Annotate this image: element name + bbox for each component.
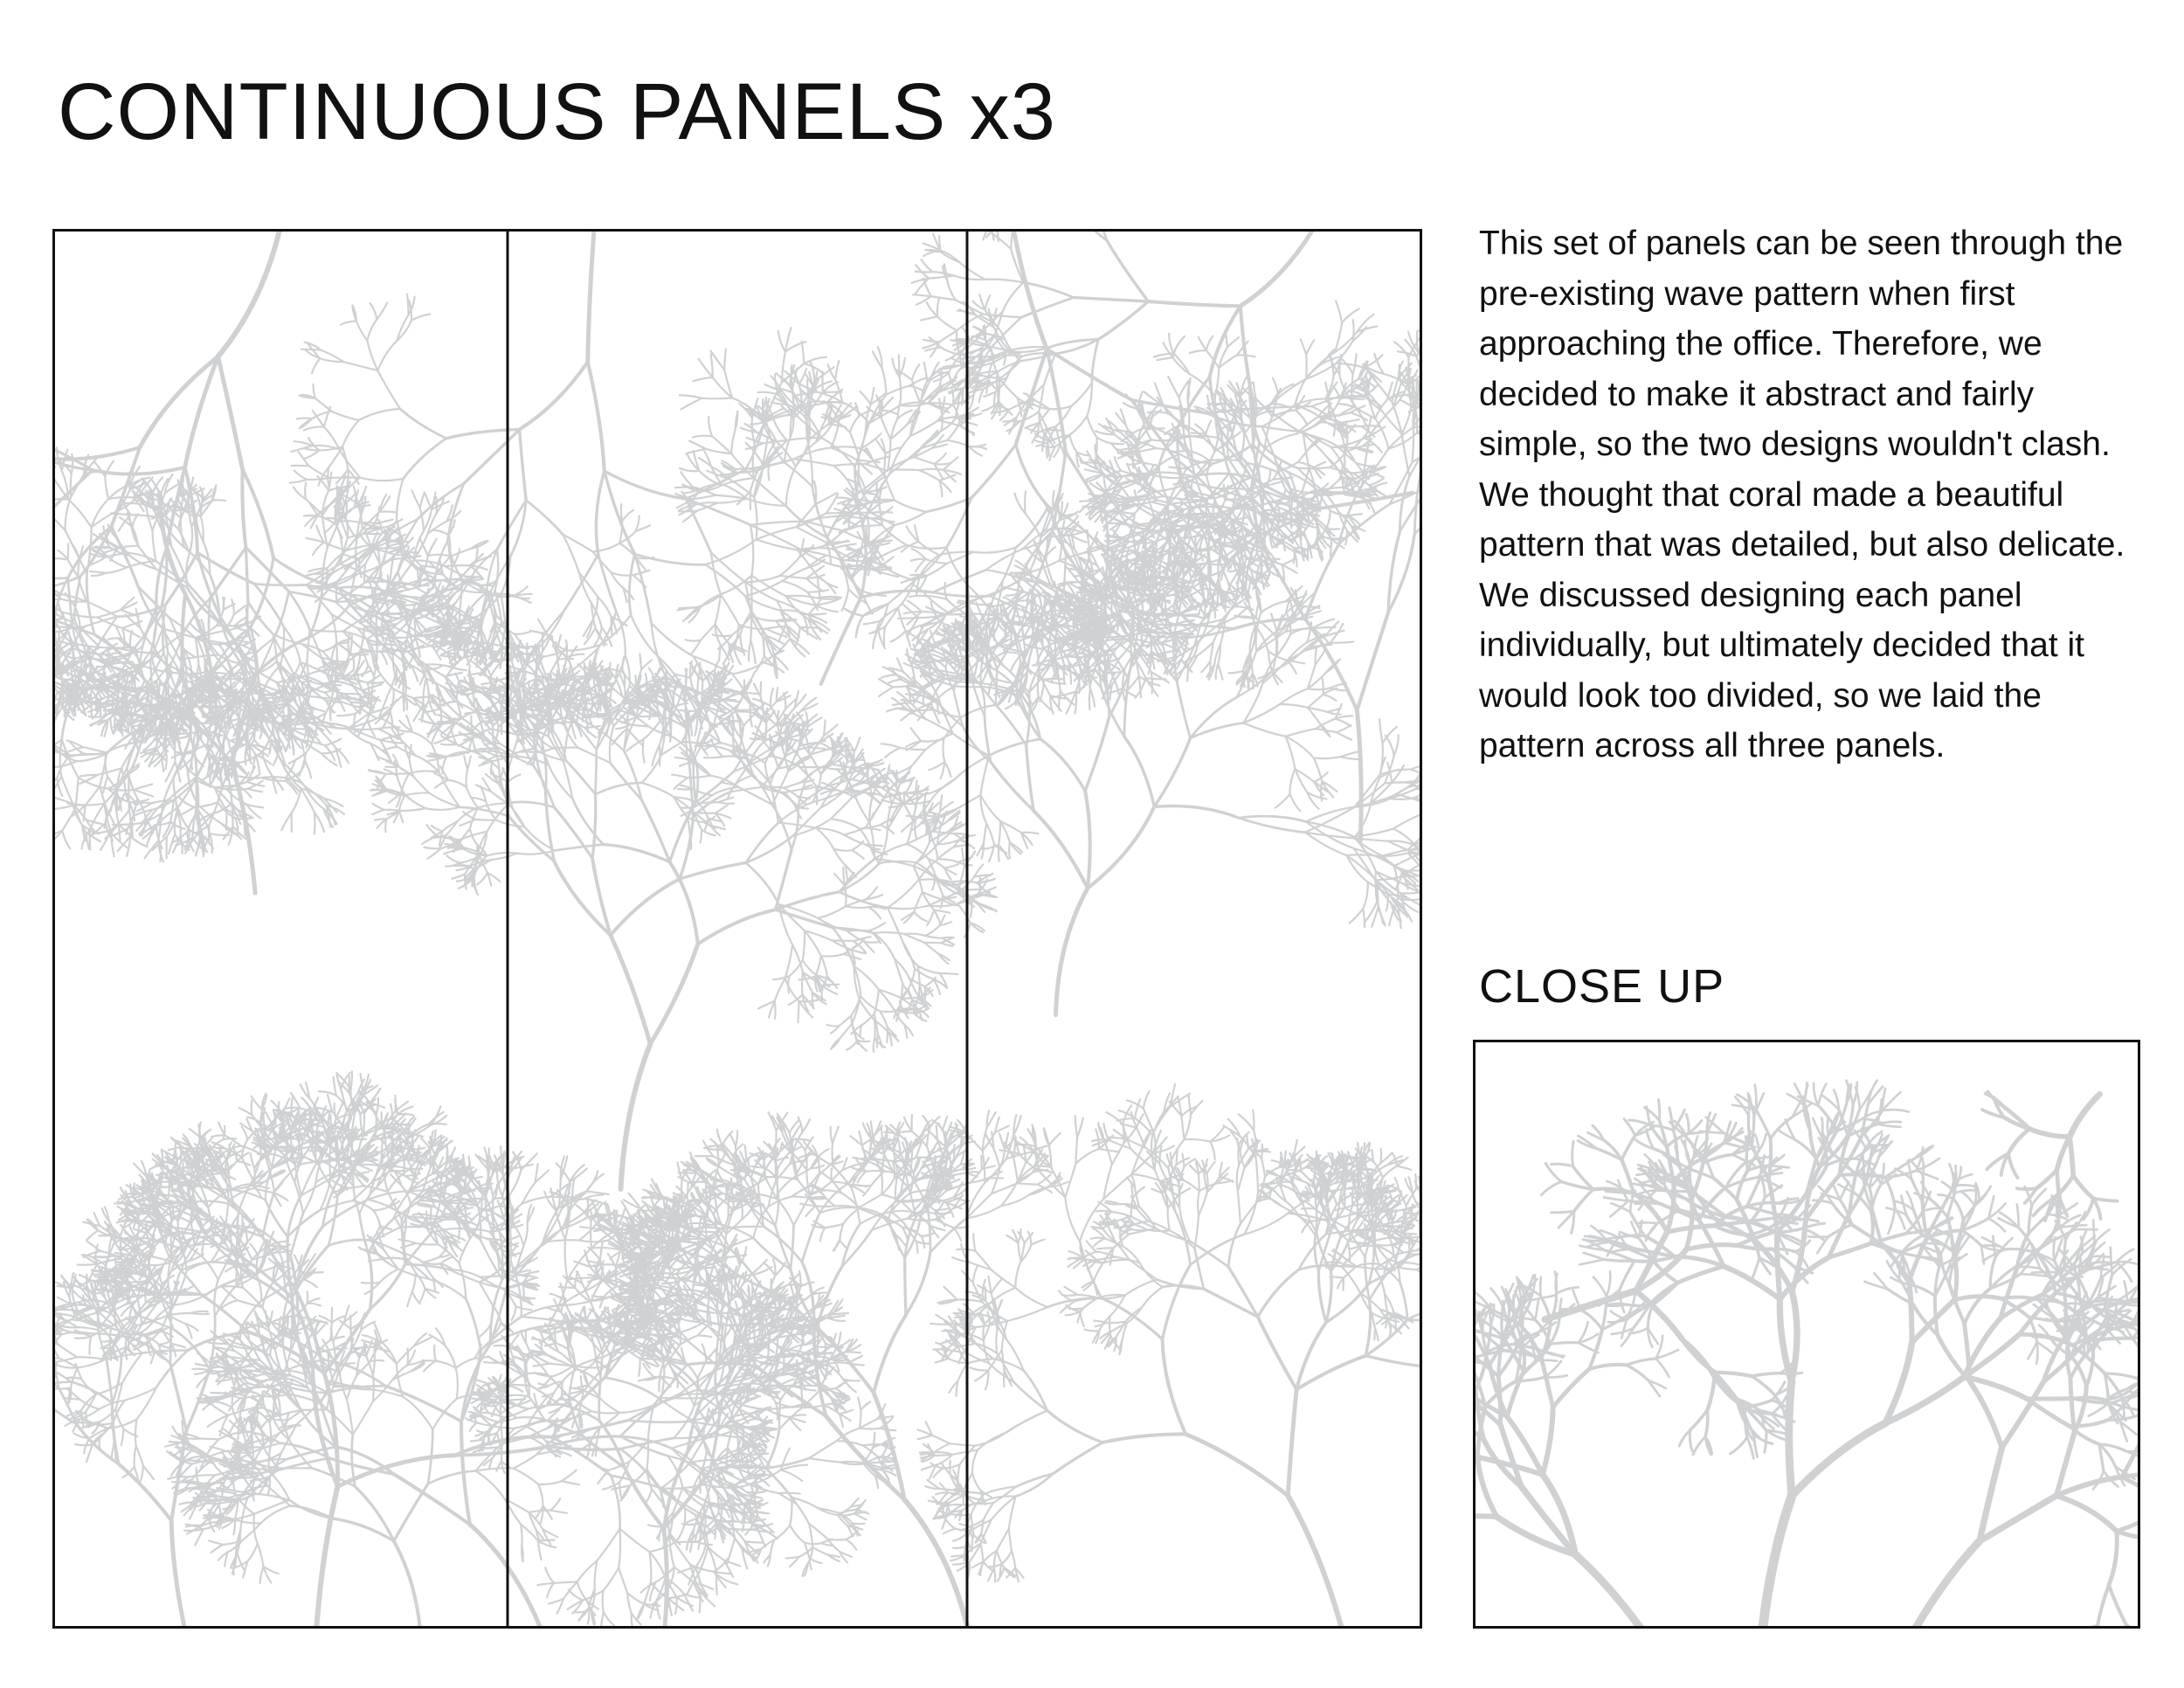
coral-branch — [698, 1335, 712, 1337]
coral-branch — [218, 1123, 225, 1136]
coral-branch — [62, 612, 97, 618]
coral-branch — [147, 1281, 148, 1295]
coral-branch — [312, 1124, 313, 1139]
coral-branch — [282, 1114, 283, 1135]
coral-branch — [330, 1115, 331, 1129]
coral-branch — [218, 232, 281, 356]
coral-branch — [245, 750, 246, 764]
coral-branch — [305, 762, 311, 778]
coral-branch — [107, 557, 127, 567]
coral-branch — [368, 682, 384, 683]
coral-branch — [554, 1581, 577, 1582]
coral-branch — [676, 1597, 692, 1606]
coral-branch — [695, 1545, 706, 1567]
coral-branch — [209, 598, 211, 647]
coral-branch — [379, 511, 397, 512]
coral-branch — [234, 605, 245, 614]
coral-branch — [58, 1345, 77, 1358]
coral-branch — [55, 1361, 57, 1362]
coral-branch — [478, 1326, 490, 1339]
coral-branch — [352, 654, 354, 670]
coral-branch — [141, 1466, 143, 1481]
coral-branch — [396, 667, 397, 684]
coral-branch — [432, 530, 449, 536]
coral-branch — [604, 1612, 614, 1625]
coral-branch — [134, 651, 158, 653]
coral-branch — [114, 718, 115, 731]
coral-branch — [251, 1153, 254, 1168]
coral-branch — [359, 1214, 368, 1253]
coral-branch — [294, 488, 306, 500]
coral-branch — [381, 652, 394, 653]
coral-branch — [149, 1263, 169, 1265]
coral-branch — [254, 1156, 263, 1168]
coral-branch — [717, 1491, 718, 1513]
coral-branch — [328, 1095, 332, 1112]
coral-branch — [134, 785, 152, 790]
coral-branch — [675, 1524, 684, 1542]
coral-branch — [545, 1567, 554, 1583]
coral-branch — [250, 1244, 258, 1256]
coral-branch — [201, 1130, 211, 1138]
coral-branch — [377, 1098, 378, 1115]
coral-branch — [285, 1108, 301, 1109]
coral-branch — [75, 1444, 93, 1445]
coral-branch — [86, 1444, 93, 1462]
coral-branch — [254, 584, 307, 585]
coral-branch — [384, 615, 400, 619]
coral-branch — [211, 548, 246, 598]
coral-branch — [131, 515, 157, 516]
coral-branch — [190, 527, 192, 554]
coral-branch — [211, 1135, 225, 1137]
coral-branch — [116, 626, 121, 638]
coral-branch — [601, 1612, 604, 1626]
coral-branch — [122, 1353, 142, 1383]
coral-panels-artwork — [55, 232, 1420, 1626]
coral-branch — [92, 499, 108, 527]
coral-branch — [420, 492, 425, 508]
coral-branch — [245, 548, 247, 602]
coral-branch — [62, 809, 75, 831]
page-title: CONTINUOUS PANELS x3 — [58, 67, 1056, 156]
coral-branch — [68, 500, 91, 528]
coral-branch — [145, 1290, 146, 1302]
coral-branch — [100, 647, 135, 648]
coral-branch — [156, 681, 157, 700]
coral-branch — [193, 1180, 213, 1181]
coral-branch — [55, 506, 66, 530]
coral-branch — [346, 503, 347, 518]
coral-branch — [90, 571, 107, 573]
coral-branch — [252, 1097, 262, 1110]
coral-branch — [537, 1583, 554, 1585]
coral-branch — [180, 1237, 181, 1253]
coral-branch — [627, 1593, 644, 1604]
coral-branch — [212, 500, 225, 501]
coral-branch — [58, 1310, 77, 1311]
coral-branch — [90, 1337, 92, 1354]
coral-branch — [334, 1077, 336, 1096]
coral-branch — [304, 1279, 317, 1287]
coral-branch — [471, 541, 487, 549]
coral-branch — [119, 1464, 171, 1521]
coral-branch — [138, 1208, 139, 1225]
coral-branch — [242, 469, 245, 548]
coral-pattern — [55, 232, 1420, 1626]
coral-branch — [128, 671, 142, 672]
coral-branch — [430, 1137, 431, 1150]
coral-branch — [124, 503, 143, 504]
coral-branch — [423, 1257, 439, 1263]
coral-branch — [296, 717, 314, 718]
coral-branch — [108, 789, 134, 791]
coral-branch — [547, 1583, 554, 1598]
coral-branch — [747, 1492, 765, 1493]
coral-branch — [237, 1161, 250, 1166]
coral-branch — [619, 1567, 627, 1593]
coral-branch — [781, 1470, 803, 1481]
coral-branch — [682, 1524, 701, 1525]
coral-branch — [143, 1466, 154, 1479]
coral-branch — [170, 700, 171, 716]
coral-branch — [754, 1428, 775, 1429]
coral-branch — [170, 1310, 171, 1364]
coral-branch — [302, 644, 323, 651]
coral-branch — [73, 546, 79, 558]
coral-branch — [423, 1263, 440, 1264]
coral-branch — [254, 584, 284, 626]
coral-branch — [728, 1529, 754, 1530]
coral-branch — [397, 1114, 412, 1115]
coral-branch — [106, 567, 127, 572]
coral-branch — [257, 1275, 261, 1300]
coral-branch — [266, 1200, 288, 1236]
coral-branch — [145, 712, 146, 723]
coral-branch — [595, 1560, 598, 1588]
coral-branch — [579, 1608, 589, 1621]
coral-branch — [305, 483, 306, 500]
coral-branch — [374, 1210, 380, 1226]
coral-branch — [190, 1129, 200, 1137]
coral-branch — [121, 1429, 124, 1444]
coral-branch — [110, 1326, 112, 1347]
coral-branch — [685, 1508, 686, 1524]
coral-branch — [218, 1253, 232, 1279]
coral-branch — [387, 575, 389, 590]
coral-branch — [254, 722, 255, 740]
coral-branch — [181, 518, 184, 547]
coral-branch — [292, 729, 309, 730]
coral-branch — [87, 1242, 100, 1251]
coral-branch — [180, 1148, 192, 1149]
coral-branch — [75, 1337, 91, 1339]
coral-branch — [159, 1182, 179, 1183]
coral-branch — [728, 1529, 743, 1550]
coral-branch — [413, 585, 430, 586]
coral-branch — [373, 1241, 402, 1253]
coral-branch — [440, 1257, 453, 1264]
coral-branch — [407, 1291, 412, 1306]
coral-branch — [107, 1359, 113, 1403]
coral-branch — [597, 1529, 619, 1561]
coral-branch — [71, 474, 72, 497]
coral-branch — [86, 1412, 88, 1428]
coral-branch — [352, 654, 368, 655]
coral-branch — [445, 565, 469, 566]
coral-branch — [232, 599, 234, 614]
coral-branch — [336, 642, 352, 654]
coral-branch — [620, 1529, 650, 1553]
coral-branch — [225, 1135, 240, 1145]
coral-branch — [136, 1446, 143, 1466]
coral-branch — [171, 1520, 185, 1626]
coral-branch — [374, 1207, 390, 1210]
coral-branch — [245, 608, 247, 625]
coral-branch — [603, 1567, 619, 1590]
coral-branch — [419, 1289, 425, 1303]
coral-branch — [310, 630, 343, 632]
coral-branch — [381, 652, 387, 665]
coral-branch — [152, 530, 156, 561]
coral-branch — [86, 602, 117, 617]
coral-branch — [191, 1313, 210, 1314]
coral-branch — [105, 673, 106, 684]
coral-branch — [335, 1138, 336, 1150]
coral-branch — [637, 1604, 644, 1620]
coral-branch — [796, 1386, 817, 1387]
coral-branch — [135, 1446, 136, 1467]
coral-branch — [62, 831, 70, 849]
coral-branch — [511, 1306, 515, 1320]
coral-branch — [603, 1591, 604, 1613]
coral-branch — [211, 757, 232, 758]
coral-branch — [280, 627, 284, 665]
coral-panel-set — [52, 229, 1422, 1629]
coral-branch — [289, 591, 310, 630]
coral-branch — [86, 1230, 98, 1240]
coral-branch — [291, 737, 294, 755]
coral-branch — [78, 1327, 99, 1330]
coral-branch — [702, 1345, 707, 1360]
coral-branch — [368, 682, 370, 698]
coral-branch — [308, 1304, 321, 1306]
coral-branch — [363, 527, 387, 529]
coral-branch — [121, 662, 134, 663]
coral-branch — [428, 539, 437, 556]
coral-branch — [151, 687, 152, 705]
coral-branch — [310, 1151, 323, 1152]
coral-branch — [239, 1108, 252, 1115]
coral-branch — [360, 1074, 363, 1091]
coral-branch — [170, 1364, 187, 1431]
coral-branch — [375, 520, 393, 524]
coral-branch — [345, 1160, 360, 1161]
coral-branch — [729, 1461, 751, 1462]
coral-branch — [649, 1552, 651, 1582]
coral-branch — [140, 356, 218, 447]
coral-branch — [346, 1186, 364, 1188]
coral-branch — [428, 555, 449, 556]
coral-branch — [168, 1181, 169, 1201]
coral-branch — [337, 714, 356, 716]
coral-branch — [404, 675, 405, 695]
coral-branch — [516, 1306, 532, 1310]
coral-branch — [223, 598, 224, 610]
coral-branch — [776, 1402, 778, 1419]
coral-branch — [745, 1541, 764, 1542]
coral-branch — [619, 1529, 620, 1568]
coral-branch — [137, 1297, 142, 1325]
coral-branch — [413, 696, 429, 698]
coral-branch — [420, 508, 424, 531]
coral-branch — [423, 679, 425, 704]
coral-branch — [105, 476, 108, 499]
coral-branch — [88, 1264, 97, 1282]
coral-branch — [108, 638, 121, 639]
coral-branch — [159, 1341, 170, 1345]
coral-branch — [135, 1419, 136, 1445]
coral-branch — [218, 356, 243, 469]
coral-branch — [55, 470, 93, 522]
coral-branch — [316, 1486, 338, 1626]
coral-branch — [412, 490, 420, 508]
coral-branch — [351, 1071, 352, 1090]
coral-branch — [727, 1539, 735, 1564]
coral-branch — [78, 1264, 98, 1265]
coral-branch — [412, 1291, 420, 1304]
coral-branch — [110, 718, 113, 734]
coral-branch — [114, 1202, 131, 1203]
coral-branch — [388, 1173, 404, 1192]
